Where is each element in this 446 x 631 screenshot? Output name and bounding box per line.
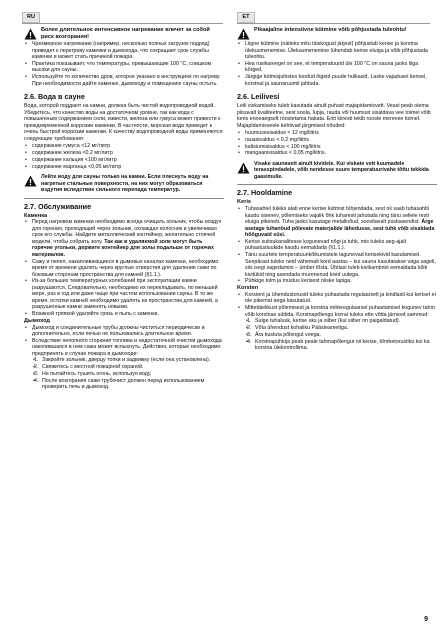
step-text: После возгорания сажи трубочист должен перед использованием проверить печь и дымоход. — [42, 377, 205, 391]
ash-warning-text: Так как в удаляемой золе могут быть горячие угольки, держите контейнер для золы подальше от горючих материалов. — [32, 238, 214, 258]
warning-triangle-icon — [24, 28, 37, 40]
stove-list — [237, 206, 437, 285]
step-item: • 3. Не пытайтесь тушить огонь, используя воду. — [32, 371, 224, 378]
step-text: Не пытайтесь тушить огонь, используя воду. — [42, 370, 152, 377]
page-number: 9 — [424, 616, 428, 623]
top-rule-left — [22, 23, 223, 24]
list-item — [237, 206, 437, 239]
section-heading-maintenance: 2.7. Обслуживание — [24, 201, 92, 211]
chimney-list — [24, 325, 224, 391]
list-item: • Järgige kütmisjuhistes toodud õigeid puude hulkasid. Laske vajadusel kerisel, korstnal ja saunaruumil jahtuda. — [237, 74, 437, 87]
water-requirements-list — [237, 130, 437, 157]
step-text: Sulge tuhaluuk, kerise uks ja siiber (kui siiber on paigaldatud). — [255, 318, 401, 325]
water-notice — [237, 161, 437, 181]
warning-block — [24, 27, 224, 40]
subheading-stove: Каменка — [24, 212, 48, 219]
warning-block — [237, 27, 437, 40]
step-item: • 4. После возгорания сажи трубочист должен перед использованием проверить печь и дымоход. — [32, 378, 224, 391]
stove-list — [24, 219, 224, 317]
item-text: Mittetäielikust põlemisest ja korstna mitteregulaarsel puhastamisel kogunev tahm võib korstnas süttida. Korstnapõlengu korral tuleks ette võtta järnevd sammud: — [245, 305, 435, 318]
list-item: • Из-за больших температурных колебаний при эксплуатации камни разрушаются. Следовательно, необходимо их перекладывать, по меньшей мере, раз в год или даже чаще при частом использовании сауны. В то же время, остатки камней необходимо удалять из пространства для камней, а разрушенные камни заменять новыми. — [24, 278, 224, 311]
column-russian — [24, 27, 224, 391]
list-item: • Kerise suitsukanalitesse kogunevad nõgi ja tuhk, mis tuleks aeg-ajalt puhastusluukide kaudu eemaldada (§1.1.). — [237, 239, 437, 252]
water-notice — [24, 174, 224, 194]
section-heading-water: 2.6. Leilivesi — [237, 92, 280, 102]
warning-title: Pikaajaline intensiivne kütmine võib põhjustada tuleohtu! — [254, 27, 407, 33]
notice-text: Visake saunavett ainult kividele. Kui viskate vett kuumadele terasspindadele, võib nendesse suure temperatuurivahe tõttu tekkida gaasimulle. — [254, 160, 429, 180]
item-text: Вследствие неполного сгорания топлива и недостаточной очистки дымохода накопившаяся в нем сажа может вспыхнуть. Действия, которые необходимо предпринять в случае пожара в дымоходе: — [32, 337, 222, 357]
water-paragraph: Вода, которой поддают на камни, должна быть чистой водопроводной водой. Убедитесь, что качество воды на достаточном уровне, так как вода с повышенным содержанием соли, извести, железа или гумуса может привести к преждевременной коррозии каменки. В частности, морская вода приведет к очень быстрой коррозии каменки. К качеству водопроводной воды применяются следующие требования: — [24, 103, 223, 142]
list-item: • Tänu suurtele temperatuurikõikumistele lagunevad kerisekivid kasutamisel. Seepärast tuleks neid vähemalt kord aastas – kui sauna kasutatakse väga sageli, siis isegi sagedamini – ümber tõsta. Ühtlasi tuleb kivikambrist eemaldada kõik kivitükid ning asendada murenenud kivid uutega. — [237, 252, 437, 278]
ash-warning-text: Ärge asetage tuhanõud põlevate materjalide lähedusse, sest tuhk võib sisaldada hõõguvaid süsi. — [245, 219, 435, 239]
warning-list — [237, 41, 437, 87]
step-item: • 1. Закройте зольник, дверцу топки и задвижку (если она установлена). — [32, 357, 224, 364]
list-item: • rauasisaldus < 0,2 mg/liitris — [237, 137, 437, 144]
water-requirements-list — [24, 143, 224, 170]
list-item: • Чрезмерное нагревание (например, несколько полных загрузок подряд) приведет к перегреву камеики и дымохода, что сокращает срок службы каменки и может стать причиной пожара. — [24, 41, 224, 61]
step-item: • 1. Sulge tuhaluuk, kerise uks ja siiber (kui siiber on paigaldatud). — [245, 318, 437, 325]
list-item: • Korstent ja ühendustorusid tuleks puhastada regulaarselt ja kindlasti kui keriset ei ole pikemat aega kasutatud. — [237, 292, 437, 305]
column-estonian — [237, 27, 437, 352]
step-item: • 4. Korstnapühkija peab peale tahmapõlengut nii kerise, tõmbetorustiku kui ka korstna ülekontrollima. — [245, 339, 437, 352]
subheading-chimney: Дымоход — [24, 317, 50, 324]
warning-list — [24, 41, 224, 87]
step-text: Ära kustuta põlengut veega. — [255, 331, 321, 338]
step-item: • 2. Võta ühendust kohaliku Päästeametiga. — [245, 325, 437, 332]
list-item: • Pühkige tolm ja mustus kerisest niiske lapiga. — [237, 278, 437, 285]
warning-triangle-icon — [237, 162, 250, 174]
list-item: • содержание железа <0,2 мг/литр — [24, 150, 224, 157]
item-text: Tuhasahtel tuleks alati enne kerise kütmist tühjendada, sest nii saab tuhasahtli kaudu sisenev, põlemiseks vajalik õhk tuharesti jahutada ning tänu sellele resti eluiga pikeneb. Tuha jaoks kasutage metallnõud, soovitavalt püstiasendist. — [245, 206, 429, 226]
list-item — [24, 338, 224, 391]
step-text: Võta ühendust kohaliku Päästeametiga. — [255, 324, 349, 331]
subheading-stove: Keris — [237, 199, 251, 206]
item-text: Перед нагревом каменки необходимо всегда очищать зольник, чтобы воздух для горения, проходящий через зольник, охлаждал колосник и увеличивал срок его службы. Найдите металлический контейнер, желательно стоячей модели, чтобы собрать золу. — [32, 219, 222, 245]
chimney-fire-steps — [245, 318, 437, 351]
top-rule-right — [237, 23, 430, 24]
list-item: • Влажной тряпкой удаляйте грязь и пыль с каменки. — [24, 311, 224, 318]
warning-title: Более длительное интенсивное нагревание влечет за собой риск возгорания! — [41, 27, 210, 40]
notice-text: Лейте воду для сауны только на камни. Если плеснуть воду на нагретые стальные поверхности, на них могут образоваться вздутия вследствие сильного перепада температур. — [41, 174, 209, 194]
list-item: • Используйте то количество дров, которое указано в инструкциях по нагреву. При необходимости дайте каменке, дымоходу и помещению сауны остыть. — [24, 74, 224, 87]
divider — [237, 184, 437, 185]
lang-tab-et: ET — [237, 12, 255, 23]
list-item: • содержание кальция <100 мг/литр — [24, 157, 224, 164]
warning-triangle-icon — [237, 28, 250, 40]
divider — [24, 198, 224, 199]
list-item: • Hea rusikareegel on see, et temperatuurid üle 100 °C on sauna jaoks liiga kõrged. — [237, 61, 437, 74]
list-item: • Практика показывает, что температуры, превышающие 100 °C, слишком высоки для сауны. — [24, 61, 224, 74]
list-item: • содержание гумуса <12 мг/литр — [24, 143, 224, 150]
step-item: • 2. Свяжитесь с местной пожарной охраной. — [32, 364, 224, 371]
section-heading-maintenance: 2.7. Hooldamine — [237, 188, 293, 198]
list-item: • содержание марганца <0,05 мг/литр — [24, 164, 224, 171]
subheading-chimney: Korsten — [237, 285, 259, 292]
list-item: • Liigne kütmine (näiteks mitu täiskogust järjest) põhjustab kerise ja korstna ülekuumenemise. Ülekuumenemine lühendab kerise eluiga ja võib põhjustada tuleohtu. — [237, 41, 437, 61]
section-heading-water: 2.6. Вода в сауне — [24, 92, 85, 102]
list-item: • mangaanisisaldus < 0,05 mg/liitris. — [237, 150, 437, 157]
list-item: • Сажу и пепел, накапливающиеся в дымовых каналах каменки, необходимо время от времени удалять через круглые отверстия для удаления сажи по боковым сторонам пространства для камней (§1.1.). — [24, 259, 224, 279]
step-item: • 3. Ära kustuta põlengut veega. — [245, 332, 437, 339]
lang-tab-ru: RU — [22, 12, 40, 23]
warning-triangle-icon — [24, 175, 37, 187]
list-item — [237, 305, 437, 351]
list-item: • kaltsiumisisaldus < 100 mg/liitris — [237, 144, 437, 151]
water-paragraph: Leili viskamiseks tuleb kasutada ainult puhast majapidamisvett. Veasi peab olema piisavalt kvaliteetne, sest soola, lupja, rauda või huumust sisaldava vee toimel võib keris enneaegselt roostetama hakata. Eriti kiiresti teklb rooste merevee toimel. Majapidamisveele kehtivad järgmised nõuded: — [237, 103, 431, 129]
list-item: • Дымоход и соединительные трубы должны чиститься периодически и дополнительно, если печью не пользовались длительное время. — [24, 325, 224, 338]
chimney-list — [237, 292, 437, 352]
step-text: Закройте зольник, дверцу топки и задвижку (если она установлена). — [42, 357, 211, 364]
step-text: Korstnapühkija peab peale tahmapõlengut nii kerise, tõmbetorustiku kui ka korstna ülekontrollima. — [255, 338, 430, 352]
list-item — [24, 219, 224, 258]
step-text: Свяжитесь с местной пожарной охраной. — [42, 364, 144, 371]
list-item: • huumusesisaldus < 12 mg/liitris — [237, 130, 437, 137]
chimney-fire-steps — [32, 357, 224, 390]
